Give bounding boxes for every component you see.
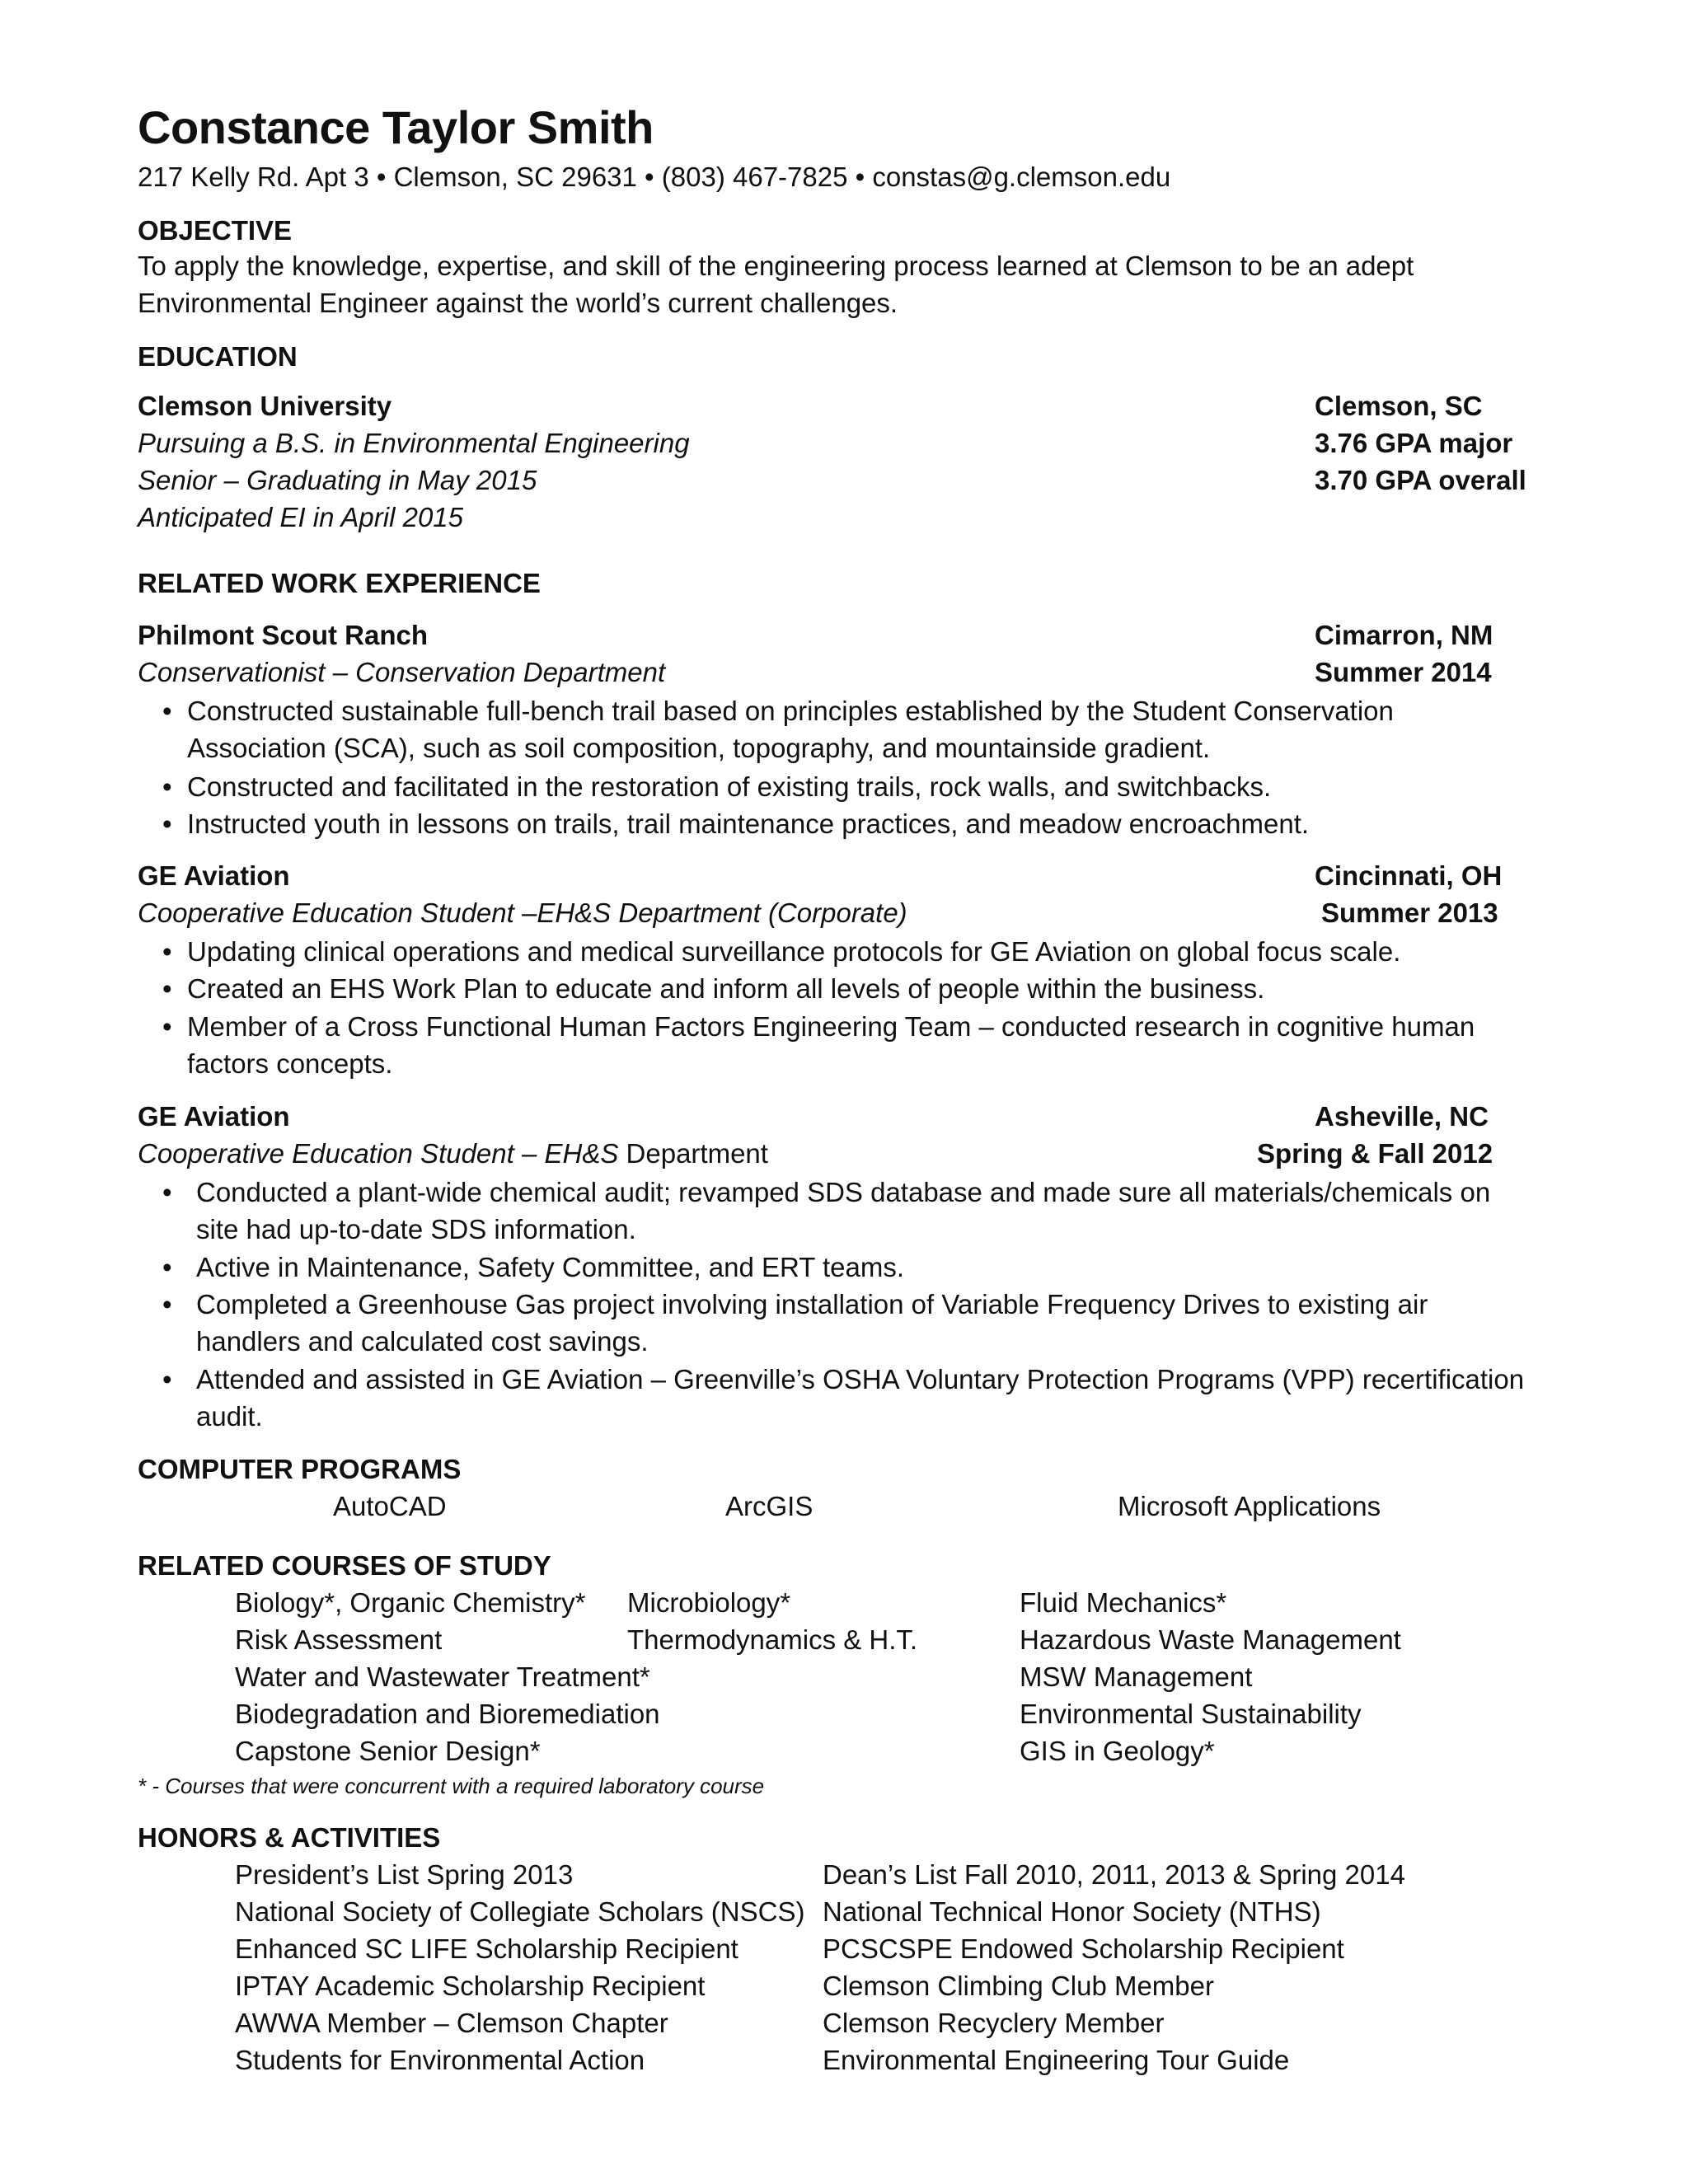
course-item: Fluid Mechanics*	[1020, 1587, 1227, 1618]
job2-bullet1: Updating clinical operations and medical surveillance protocols for GE Aviation on global focus scale.	[187, 936, 1401, 967]
course-item: Capstone Senior Design*	[235, 1736, 541, 1766]
job3-dates: Spring & Fall 2012	[1257, 1138, 1493, 1169]
honor-item: PCSCSPE Endowed Scholarship Recipient	[823, 1933, 1344, 1964]
job2-role: Cooperative Education Student –EH&S Department (Corporate)	[138, 898, 907, 928]
job3-role	[138, 1135, 768, 1172]
bullet-glyph: •	[162, 936, 172, 967]
program-item: ArcGIS	[725, 1491, 814, 1521]
job1-location: Cimarron, NM	[1315, 620, 1493, 650]
courses-heading: RELATED COURSES OF STUDY	[138, 1550, 551, 1581]
honor-item: Clemson Climbing Club Member	[823, 1971, 1214, 2001]
honor-item: National Technical Honor Society (NTHS)	[823, 1896, 1321, 1927]
job2-employer: GE Aviation	[138, 860, 290, 891]
job1-role: Conservationist – Conservation Department	[138, 657, 666, 687]
school-location: Clemson, SC	[1315, 391, 1483, 421]
honors-heading: HONORS & ACTIVITIES	[138, 1822, 441, 1853]
job3-bullet2: Active in Maintenance, Safety Committee, and ERT teams.	[196, 1252, 905, 1282]
job3-employer: GE Aviation	[138, 1101, 290, 1132]
honor-item: AWWA Member – Clemson Chapter	[235, 2008, 668, 2038]
bullet-glyph: •	[162, 1011, 172, 1042]
job3-bullet4-line2: audit.	[196, 1401, 263, 1432]
job2-bullet3-line1: Member of a Cross Functional Human Factors Engineering Team – conducted research in cognitive human	[187, 1011, 1475, 1042]
objective-heading: OBJECTIVE	[138, 215, 293, 246]
course-item: Hazardous Waste Management	[1020, 1624, 1401, 1655]
course-item: MSW Management	[1020, 1661, 1253, 1692]
job2-bullet2: Created an EHS Work Plan to educate and inform all levels of people within the business.	[187, 973, 1265, 1004]
bullet-glyph: •	[162, 973, 172, 1004]
honor-item: Students for Environmental Action	[235, 2045, 645, 2075]
school-name: Clemson University	[138, 391, 392, 421]
course-item: Biodegradation and Bioremediation	[235, 1699, 660, 1729]
class-standing: Senior – Graduating in May 2015	[138, 465, 537, 495]
honor-item: IPTAY Academic Scholarship Recipient	[235, 1971, 706, 2001]
job1-bullet1-line1: Constructed sustainable full-bench trail based on principles established by the Student Conservation	[187, 696, 1394, 726]
course-item: Environmental Sustainability	[1020, 1699, 1362, 1729]
education-heading: EDUCATION	[138, 341, 298, 372]
objective-text-line1: To apply the knowledge, expertise, and skill of the engineering process learned at Clemson to be an adept	[138, 251, 1414, 281]
course-item: Thermodynamics & H.T.	[627, 1624, 918, 1655]
program-item: AutoCAD	[333, 1491, 447, 1521]
ei-anticipated: Anticipated EI in April 2015	[138, 502, 464, 532]
job3-role-plain: Department	[618, 1138, 768, 1169]
job2-bullet3-line2: factors concepts.	[187, 1048, 393, 1079]
programs-heading: COMPUTER PROGRAMS	[138, 1454, 462, 1484]
honor-item: Environmental Engineering Tour Guide	[823, 2045, 1290, 2075]
job2-location: Cincinnati, OH	[1315, 860, 1503, 891]
course-item: Microbiology*	[627, 1587, 791, 1618]
bullet-glyph: •	[162, 1364, 172, 1394]
bullet-glyph: •	[162, 696, 172, 726]
course-item: GIS in Geology*	[1020, 1736, 1215, 1766]
honor-item: Clemson Recyclery Member	[823, 2008, 1165, 2038]
objective-text-line2: Environmental Engineer against the world’s current challenges.	[138, 288, 898, 318]
course-item: Water and Wastewater Treatment*	[235, 1661, 650, 1692]
gpa-overall: 3.70 GPA overall	[1315, 465, 1526, 495]
job3-bullet4-line1: Attended and assisted in GE Aviation – Greenville’s OSHA Voluntary Protection Programs (VPP) recertification	[196, 1364, 1525, 1394]
course-item: Risk Assessment	[235, 1624, 443, 1655]
job1-bullet3: Instructed youth in lessons on trails, trail maintenance practices, and meadow encroachment.	[187, 808, 1310, 839]
course-item: Biology*, Organic Chemistry*	[235, 1587, 586, 1618]
gpa-major: 3.76 GPA major	[1315, 428, 1513, 458]
bullet-glyph: •	[162, 808, 172, 839]
job3-location: Asheville, NC	[1315, 1101, 1489, 1132]
job3-bullet1-line2: site had up-to-date SDS information.	[196, 1214, 636, 1244]
job1-bullet2: Constructed and facilitated in the restoration of existing trails, rock walls, and switchbacks.	[187, 771, 1272, 802]
bullet-glyph: •	[162, 1177, 172, 1207]
bullet-glyph: •	[162, 771, 172, 802]
courses-footnote: * - Courses that were concurrent with a required laboratory course	[138, 1774, 765, 1798]
job2-dates: Summer 2013	[1321, 898, 1498, 928]
honor-item: President’s List Spring 2013	[235, 1859, 574, 1890]
honor-item: National Society of Collegiate Scholars (NSCS)	[235, 1896, 805, 1927]
program-item: Microsoft Applications	[1118, 1491, 1381, 1521]
resume-name: Constance Taylor Smith	[138, 101, 654, 153]
job3-bullet3-line2: handlers and calculated cost savings.	[196, 1326, 649, 1357]
contact-line: 217 Kelly Rd. Apt 3 • Clemson, SC 29631 • (803) 467-7825 • constas@g.clemson.edu	[138, 162, 1171, 192]
degree: Pursuing a B.S. in Environmental Engineering	[138, 428, 690, 458]
bullet-glyph: •	[162, 1252, 172, 1282]
job1-bullet1-line2: Association (SCA), such as soil composition, topography, and mountainside gradient.	[187, 733, 1211, 763]
job3-bullet3-line1: Completed a Greenhouse Gas project involving installation of Variable Frequency Drives to existing air	[196, 1289, 1428, 1319]
honor-item: Enhanced SC LIFE Scholarship Recipient	[235, 1933, 738, 1964]
experience-heading: RELATED WORK EXPERIENCE	[138, 568, 541, 598]
job3-bullet1-line1: Conducted a plant-wide chemical audit; revamped SDS database and made sure all materials/chemicals on	[196, 1177, 1491, 1207]
job1-employer: Philmont Scout Ranch	[138, 620, 429, 650]
bullet-glyph: •	[162, 1289, 172, 1319]
job3-role-italic: Cooperative Education Student – EH&S	[138, 1138, 619, 1169]
job1-dates: Summer 2014	[1315, 657, 1492, 687]
honor-item: Dean’s List Fall 2010, 2011, 2013 & Spring 2014	[823, 1859, 1405, 1890]
